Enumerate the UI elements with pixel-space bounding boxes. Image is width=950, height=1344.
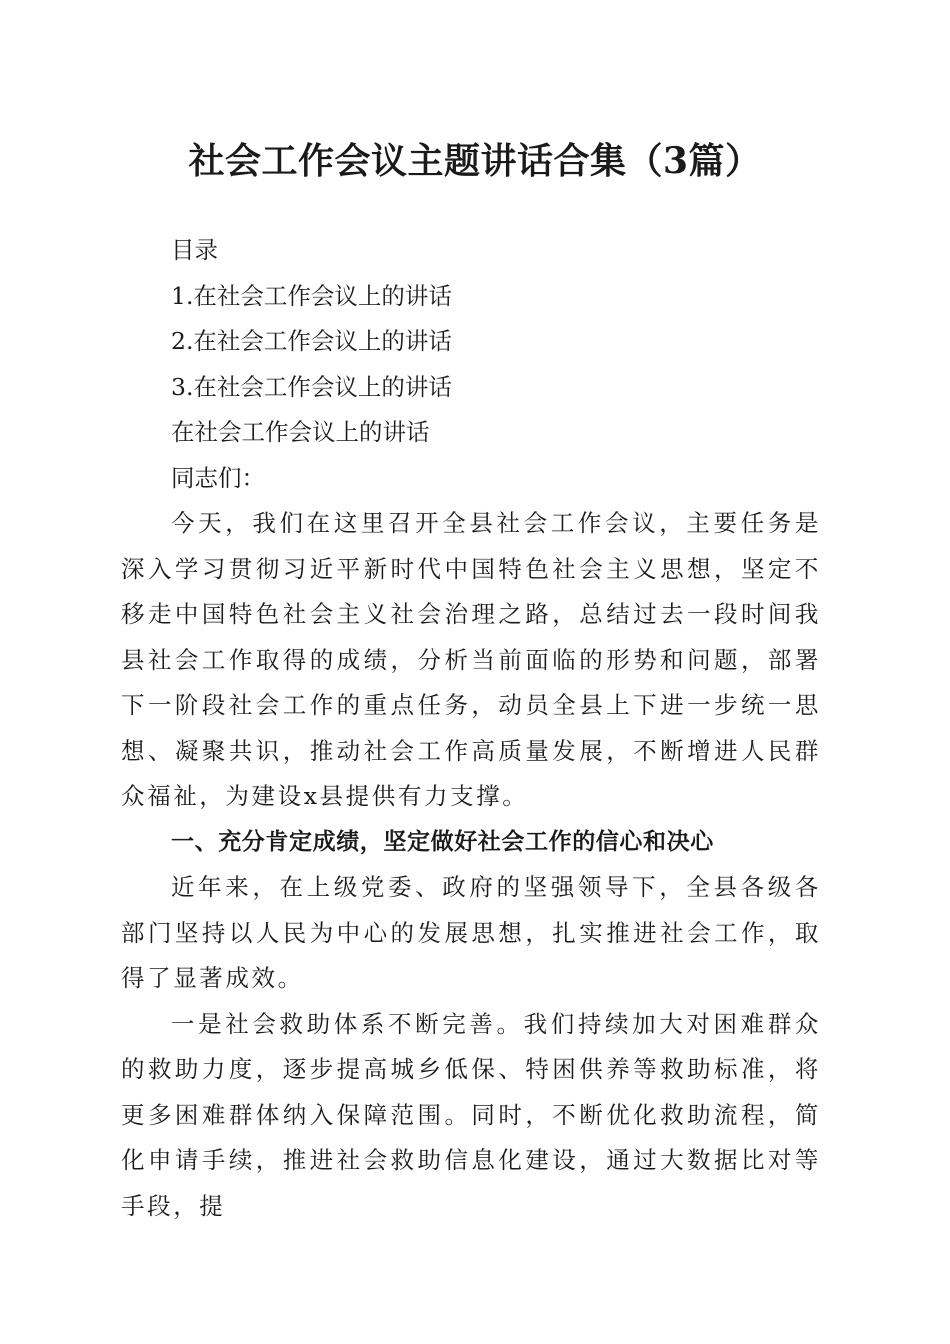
- toc-item-3: 3.在社会工作会议上的讲话: [171, 372, 452, 401]
- toc-label: 目录: [171, 236, 218, 264]
- document-body: [121, 228, 821, 1229]
- document-title: 社会工作会议主题讲话合集（3篇）: [188, 140, 762, 182]
- point-one-paragraph: [121, 1002, 821, 1230]
- section-intro-paragraph: 近年来，在上级党委、政府的坚强领导下，全县各级各部门坚持以人民为中心的发展思想，扎实推进社会工作，取得了显著成效。: [121, 873, 821, 992]
- speech-title: 在社会工作会议上的讲话: [171, 418, 430, 446]
- intro-paragraph: 今天，我们在这里召开全县社会工作会议，主要任务是深入学习贯彻习近平新时代中国特色社会主义思想，坚定不移走中国特色社会主义社会治理之路，总结过去一段时间我县社会工作取得的成绩，分析当前面临的形势和问题，部署下一阶段社会工作的重点任务，动员全县上下进一步统一思想、凝聚共识，推动社会工作高质量发展，不断增进人民群众福祉，为建设x县提供有力支撑。: [121, 509, 821, 810]
- point-one-text: 我们持续加大对困难群众的救助力度，逐步提高城乡低保、特困供养等救助标准，将更多困难群体纳入保障范围。同时，不断优化救助流程，简化申请手续，推进社会救助信息化建设，通过大数据比对等手段，提: [121, 1009, 821, 1220]
- toc-item-1: 1.在社会工作会议上的讲话: [171, 281, 452, 310]
- section-heading: 一、充分肯定成绩，坚定做好社会工作的信心和决心: [171, 828, 714, 855]
- point-one-lead: 一是社会救助体系不断完善。: [171, 1009, 524, 1038]
- toc-item-2: 2.在社会工作会议上的讲话: [171, 327, 452, 355]
- salutation: 同志们：: [171, 463, 265, 492]
